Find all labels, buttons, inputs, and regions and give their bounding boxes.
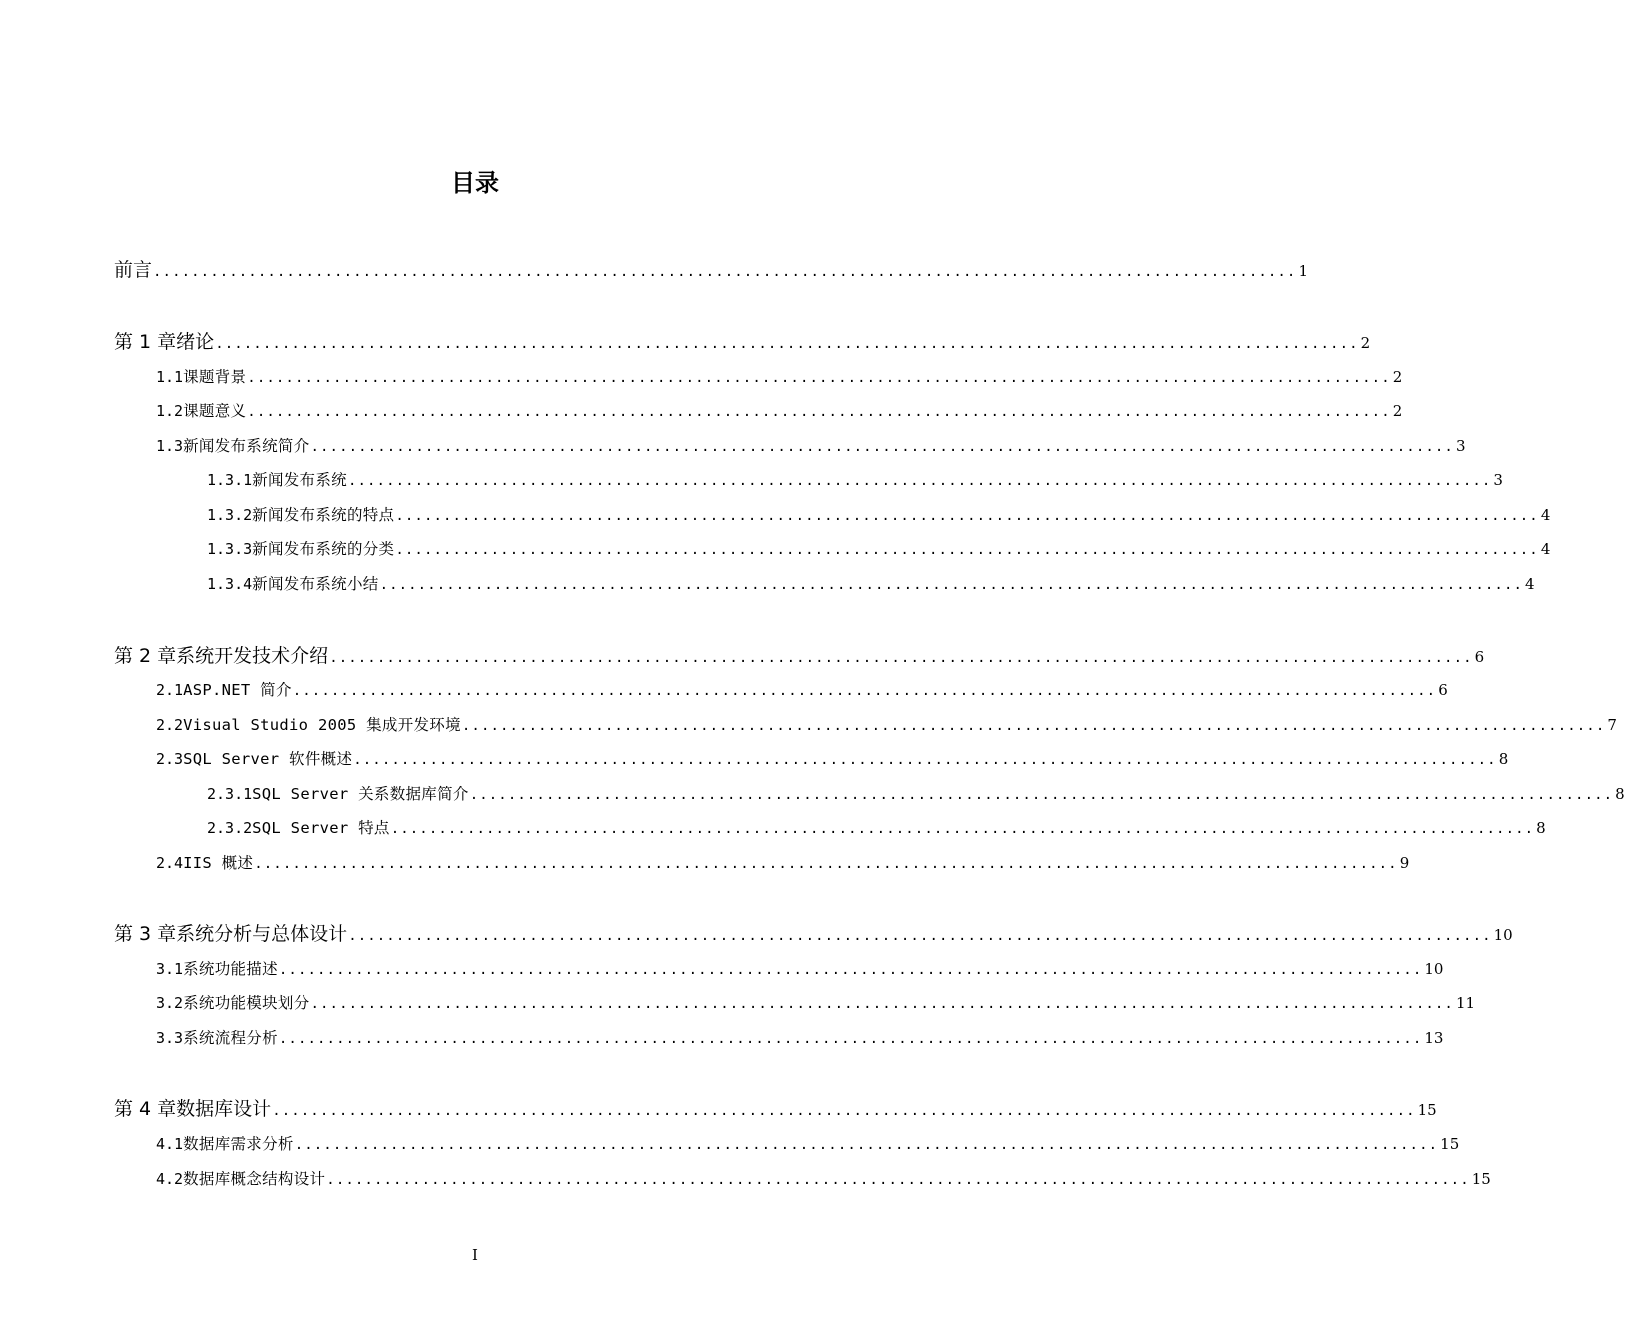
toc-leader-dots: ........................................................................................................................ (310, 996, 1454, 1012)
toc-page-number: 2 (1392, 368, 1403, 386)
toc-entry-title: 绪论 (176, 331, 215, 353)
toc-page-number: 7 (1607, 716, 1617, 734)
toc-page-number: 8 (1615, 785, 1625, 803)
toc-leader-dots: ........................................................................................................................ (310, 439, 1454, 455)
toc-section-entry[interactable] (156, 398, 1403, 424)
toc-entry-number: 第 3 章 (114, 923, 177, 945)
toc-leader-dots: ........................................................................................................................ (247, 370, 1391, 386)
toc-entry-number: 1.3.3 (207, 540, 253, 558)
toc-entry-title: 新闻发布系统简介 (183, 437, 310, 455)
toc-page-number: 2 (1392, 402, 1403, 420)
toc-entry-number: 1.1 (156, 368, 184, 386)
toc-subsection-entry[interactable] (207, 467, 1503, 493)
toc-chapter-entry[interactable] (114, 257, 1309, 283)
toc-page-number: 2 (1360, 334, 1371, 352)
toc-entry-number: 1.2 (156, 402, 184, 420)
toc-entry-number: 3.1 (156, 960, 184, 978)
toc-section-entry[interactable] (156, 956, 1444, 982)
toc-subsection-entry[interactable] (207, 781, 1625, 807)
toc-entry-title: 系统流程分析 (183, 1029, 278, 1047)
toc-page-number: 4 (1540, 540, 1551, 558)
toc-leader-dots: ........................................................................................................................ (254, 856, 1398, 872)
toc-page-number: 3 (1455, 437, 1466, 455)
toc-section-entry[interactable] (156, 1131, 1460, 1157)
toc-entry-number: 1.3.2 (207, 506, 253, 524)
toc-page-number: 15 (1471, 1170, 1491, 1188)
toc-section-entry[interactable] (156, 990, 1476, 1016)
toc-entry-number: 2.4 (156, 854, 184, 872)
toc-page-number: 6 (1438, 681, 1448, 699)
toc-subsection-entry[interactable] (207, 536, 1551, 562)
toc-entry-title: 数据库设计 (176, 1098, 272, 1120)
toc-page-number: 15 (1417, 1101, 1437, 1119)
toc-entry-number: 1.3 (156, 437, 184, 455)
toc-entry-number: 2.2 (156, 716, 184, 734)
toc-entry-title: 系统功能描述 (183, 960, 278, 978)
toc-entry-number: 4.2 (156, 1170, 184, 1188)
toc-page-number: 10 (1424, 960, 1444, 978)
toc-section-entry[interactable] (156, 850, 1410, 876)
toc-entry-title: 新闻发布系统的特点 (252, 506, 395, 524)
toc-chapter-entry[interactable] (114, 643, 1485, 669)
toc-leader-dots: ........................................................................................................................ (153, 264, 1297, 280)
toc-entry-number: 3.2 (156, 994, 184, 1012)
toc-entry-number: 第 2 章 (114, 645, 177, 667)
toc-page-number: 8 (1536, 819, 1546, 837)
toc-section-entry[interactable] (156, 746, 1509, 772)
toc-entry-number: 4.1 (156, 1135, 184, 1153)
toc-entry-title: 新闻发布系统的分类 (252, 540, 395, 558)
toc-page-number: 4 (1525, 575, 1535, 593)
toc-page-number: 15 (1440, 1135, 1460, 1153)
toc-leader-dots: ........................................................................................................................ (326, 1172, 1470, 1188)
toc-leader-dots: ........................................................................................................................ (215, 336, 1359, 352)
toc-leader-dots: ........................................................................................................................ (347, 473, 1492, 489)
toc-entry-title: 课题背景 (183, 368, 247, 386)
toc-section-entry[interactable] (156, 1166, 1491, 1192)
page-number-footer: I (472, 1246, 478, 1264)
toc-page-number: 1 (1298, 262, 1309, 280)
toc-entry-number: 2.3 (156, 750, 184, 768)
toc-leader-dots: ........................................................................................................................ (292, 683, 1437, 699)
toc-entry-title: 课题意义 (183, 402, 247, 420)
toc-entry-number: 第 1 章 (114, 331, 177, 353)
toc-entry-title: SQL Server 软件概述 (183, 750, 353, 768)
toc-section-entry[interactable] (156, 364, 1403, 390)
toc-entry-title: IIS 概述 (183, 854, 254, 872)
toc-leader-dots: ........................................................................................................................ (294, 1137, 1439, 1153)
toc-page-number: 10 (1493, 926, 1513, 944)
toc-leader-dots: ........................................................................................................................ (278, 962, 1423, 978)
toc-entry-number: 1.3.1 (207, 471, 253, 489)
toc-page-number: 6 (1474, 648, 1485, 666)
toc-section-entry[interactable] (156, 712, 1617, 738)
toc-entry-title: Visual Studio 2005 集成开发环境 (183, 716, 461, 734)
toc-entry-number: 2.3.2 (207, 819, 253, 837)
toc-leader-dots: ........................................................................................................................ (395, 542, 1539, 558)
toc-subsection-entry[interactable] (207, 815, 1546, 841)
toc-leader-dots: ........................................................................................................................ (379, 577, 1524, 593)
toc-leader-dots: ........................................................................................................................ (278, 1031, 1423, 1047)
toc-section-entry[interactable] (156, 433, 1466, 459)
toc-section-entry[interactable] (156, 677, 1448, 703)
toc-entry-title: SQL Server 特点 (252, 819, 390, 837)
toc-chapter-entry[interactable] (114, 1096, 1437, 1122)
toc-page-number: 4 (1540, 506, 1551, 524)
toc-leader-dots: ........................................................................................................................ (329, 650, 1473, 666)
toc-entry-title: 数据库概念结构设计 (183, 1170, 326, 1188)
toc-entry-number: 第 4 章 (114, 1098, 177, 1120)
toc-leader-dots: ........................................................................................................................ (348, 928, 1492, 944)
toc-section-entry[interactable] (156, 1025, 1444, 1051)
toc-page-number: 3 (1493, 471, 1503, 489)
toc-entry-number: 3.3 (156, 1029, 184, 1047)
toc-leader-dots: ........................................................................................................................ (395, 508, 1539, 524)
toc-chapter-entry[interactable] (114, 921, 1513, 947)
toc-entry-title: 新闻发布系统 (252, 471, 347, 489)
toc-entry-title: ASP.NET 简介 (183, 681, 292, 699)
toc-entry-number: 2.1 (156, 681, 184, 699)
toc-entry-number: 1.3.4 (207, 575, 253, 593)
toc-subsection-entry[interactable] (207, 502, 1551, 528)
toc-page-number: 11 (1455, 994, 1476, 1012)
toc-entry-title: 系统功能模块划分 (183, 994, 310, 1012)
toc-leader-dots: ........................................................................................................................ (353, 752, 1497, 768)
toc-leader-dots: ........................................................................................................................ (390, 821, 1535, 837)
toc-entry-title: 系统分析与总体设计 (176, 923, 348, 945)
toc-page-number: 8 (1498, 750, 1509, 768)
toc-chapter-entry[interactable] (114, 329, 1371, 355)
toc-entry-title: 数据库需求分析 (183, 1135, 294, 1153)
toc-leader-dots: ........................................................................................................................ (461, 718, 1606, 734)
toc-page-number: 13 (1424, 1029, 1444, 1047)
toc-entry-title: SQL Server 关系数据库简介 (252, 785, 469, 803)
toc-leader-dots: ........................................................................................................................ (469, 787, 1614, 803)
toc-entry-title: 新闻发布系统小结 (252, 575, 379, 593)
toc-entry-title: 系统开发技术介绍 (176, 645, 329, 667)
toc-leader-dots: ........................................................................................................................ (247, 404, 1391, 420)
toc-page-number: 9 (1399, 854, 1410, 872)
page-title: 目录 (451, 169, 499, 197)
toc-entry-number: 2.3.1 (207, 785, 253, 803)
toc-leader-dots: ........................................................................................................................ (272, 1103, 1416, 1119)
toc-entry-title: 前言 (114, 259, 153, 281)
toc-subsection-entry[interactable] (207, 571, 1535, 597)
